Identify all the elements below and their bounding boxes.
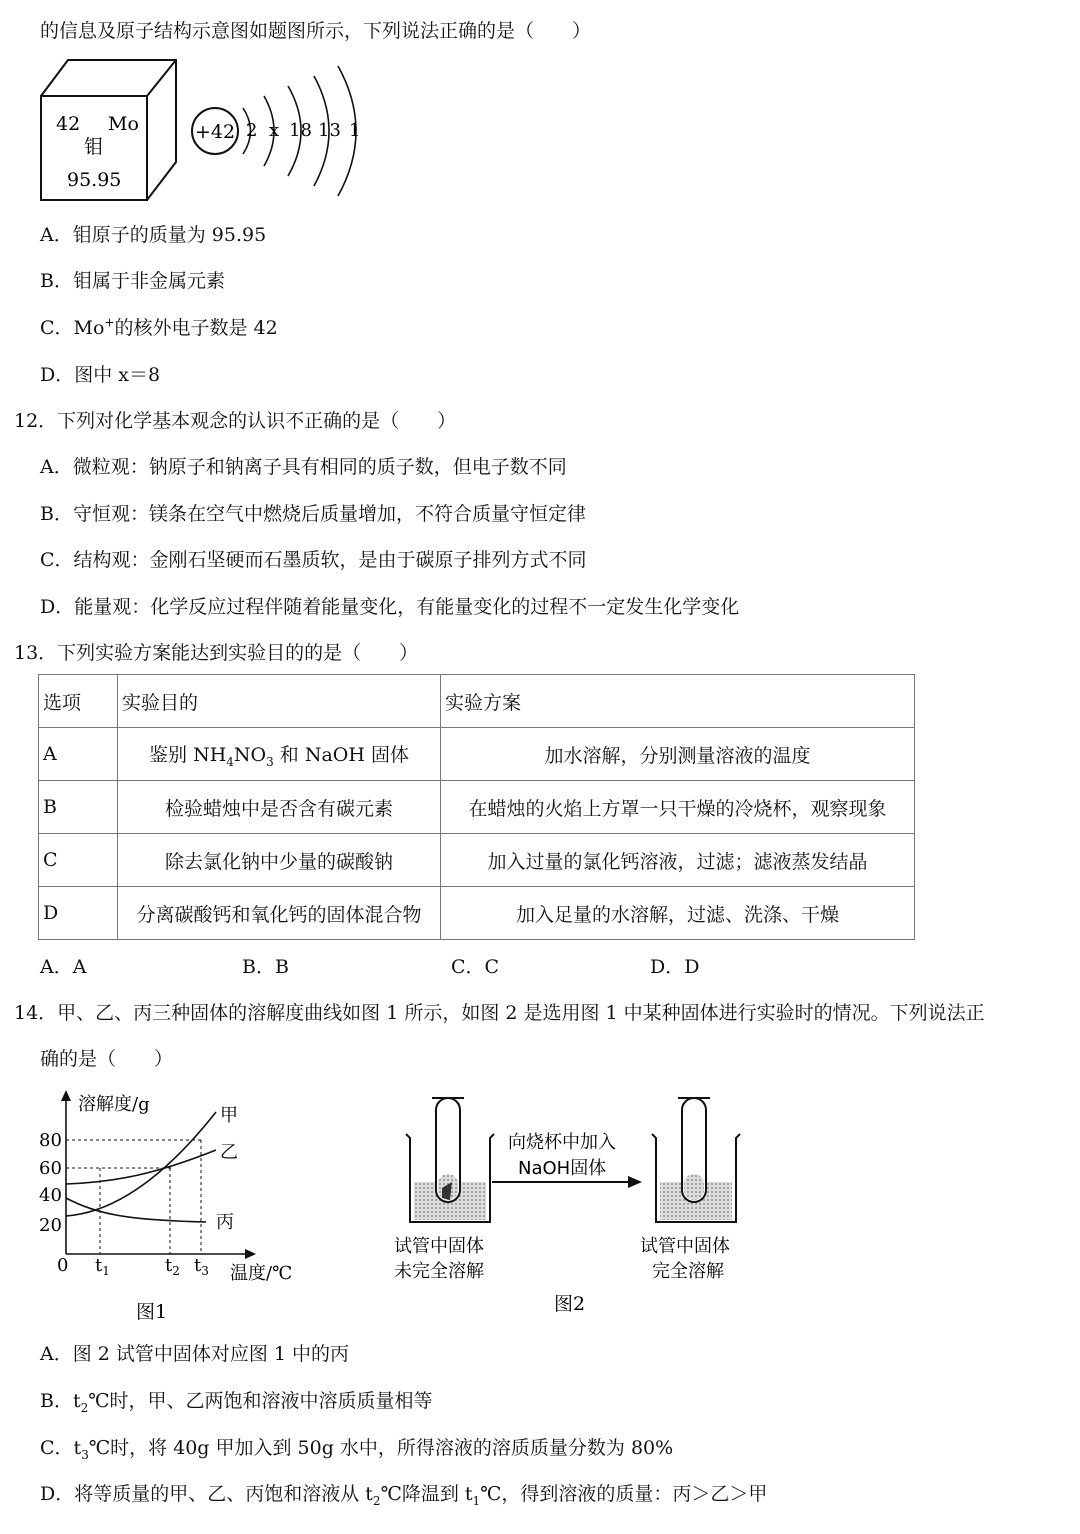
q13-answer-a: A．A [40,956,87,978]
q14-option-c-post: ℃时，将 40g 甲加入到 50g 水中，所得溶液的溶质质量分数为 80% [88,1437,674,1459]
row-purpose-sub2: 3 [266,754,274,769]
q14-option-d-sub1: 2 [372,1493,381,1508]
table-header-row [39,675,915,728]
y-axis-label: 溶解度/g [78,1094,150,1115]
row-purpose: 分离碳酸钙和氧化钙的固体混合物 [118,887,441,940]
q12-option-b: B．守恒观：镁条在空气中燃烧后质量增加，不符合质量守恒定律 [40,503,586,525]
q11-option-c-prefix: C．Mo [40,317,105,339]
experiment-figure [390,1090,770,1320]
curve-label-bing: 丙 [216,1212,234,1233]
q14-option-a: A．图 2 试管中固体对应图 1 中的丙 [40,1343,350,1365]
table-row [39,887,915,940]
element-mass: 95.95 [67,169,122,191]
row-purpose-pre: 鉴别 NH [149,743,227,766]
right-beaker [652,1098,740,1222]
q14-option-b-pre: B．t [40,1390,81,1412]
experiment-table [38,674,915,940]
q11-option-b: B．钼属于非金属元素 [40,270,225,292]
element-symbol: Mo [108,113,139,135]
fig2-caption: 图2 [554,1293,586,1315]
row-purpose-sub1: 4 [226,754,234,769]
q13-answer-d: D．D [650,956,700,978]
row-plan: 加入足量的水溶解，过滤、洗涤、干燥 [441,887,915,940]
q14-option-b-post: ℃时，甲、乙两饱和溶液中溶质质量相等 [88,1390,433,1412]
q12-option-a: A．微粒观：钠原子和钠离子具有相同的质子数，但电子数不同 [40,456,567,478]
q13-answer-c: C．C [451,956,500,978]
x-tick-t2: $t_2$ [165,1255,180,1278]
row-plan: 加入过量的氯化钙溶液，过滤；滤液蒸发结晶 [441,834,915,887]
row-purpose: 检验蜡烛中是否含有碳元素 [118,781,441,834]
q11-option-c [40,313,278,340]
row-plan: 在蜡烛的火焰上方罩一只干燥的冷烧杯，观察现象 [441,781,915,834]
x-axis-label: 温度/℃ [230,1263,293,1284]
q11-figure [38,56,378,206]
row-option: C [39,834,118,887]
shell-count-5: 1 [349,120,361,141]
q14-option-c [40,1433,673,1462]
curve-label-jia: 甲 [220,1105,238,1126]
y-tick-60: 60 [39,1158,62,1179]
header-option: 选项 [39,675,118,728]
x-axis-arrow [245,1249,256,1259]
row-purpose: 除去氯化钠中少量的碳酸钠 [118,834,441,887]
right-caption-line1: 试管中固体 [640,1236,730,1257]
solubility-chart [36,1088,316,1324]
left-beaker [406,1098,494,1222]
x-tick-t1: $t_1$ [95,1255,110,1278]
q14-option-d-pre: D．将等质量的甲、乙、丙饱和溶液从 t [40,1483,373,1505]
y-tick-40: 40 [39,1185,62,1206]
row-purpose [118,728,441,781]
q14-option-d-post: ℃，得到溶液的质量：丙＞乙＞甲 [480,1483,768,1505]
curve-yi [66,1150,216,1184]
table-row [39,728,915,781]
q14-option-c-sub: 3 [81,1447,89,1462]
q12-option-c: C．结构观：金刚石坚硬而石墨质软，是由于碳原子排列方式不同 [40,549,587,571]
row-purpose-mid: NO [233,743,267,766]
q13-stem: 13．下列实验方案能达到实验目的的是（ ） [14,642,419,664]
q11-option-c-sup: + [104,315,115,330]
y-axis-arrow [61,1090,71,1101]
q11-stem: 的信息及原子结构示意图如题图所示，下列说法正确的是（ ） [40,20,592,42]
q14-option-c-pre: C．t [40,1437,82,1459]
fig1-caption: 图1 [136,1301,168,1323]
table-row [39,834,915,887]
q14-option-d-sub2: 1 [472,1493,481,1508]
row-option: D [39,887,118,940]
arrow-label-bottom: NaOH固体 [518,1158,607,1179]
q14-option-d-mid: ℃降温到 t [380,1483,473,1505]
row-plan: 加水溶解，分别测量溶液的温度 [441,728,915,781]
left-caption-line2: 未完全溶解 [394,1261,484,1282]
q14-stem-line2: 确的是（ ） [40,1048,174,1070]
element-name: 钼 [84,136,104,158]
origin-label: 0 [57,1255,69,1276]
element-number: 42 [56,113,81,135]
header-plan: 实验方案 [441,675,915,728]
y-tick-80: 80 [39,1130,62,1151]
row-option: A [39,728,118,781]
arrow-head [628,1176,642,1188]
curve-label-yi: 乙 [220,1142,238,1163]
q12-stem: 12．下列对化学基本观念的认识不正确的是（ ） [14,410,457,432]
x-tick-t3: $t_3$ [194,1255,209,1278]
atom-diagram [192,66,360,196]
nucleus-charge: +42 [194,121,236,143]
q13-answer-b: B．B [242,956,289,978]
q14-stem-line1: 14．甲、乙、丙三种固体的溶解度曲线如图 1 所示，如图 2 是选用图 1 中某种固体进行实验时的情况。下列说法正 [14,1002,985,1024]
curve-bing [66,1198,206,1222]
q14-option-d [40,1479,767,1508]
shell-count-2: x [269,120,280,141]
q14-option-b [40,1386,433,1415]
right-caption-line2: 完全溶解 [652,1261,724,1282]
shell-count-4: 13 [318,120,341,141]
q12-option-d: D．能量观：化学反应过程伴随着能量变化，有能量变化的过程不一定发生化学变化 [40,596,740,618]
header-purpose: 实验目的 [118,675,441,728]
arrow-label-top: 向烧杯中加入 [508,1132,616,1153]
table-row [39,781,915,834]
row-option: B [39,781,118,834]
q11-option-a: A．钼原子的质量为 95.95 [40,224,267,246]
shell-count-3: 18 [289,120,312,141]
left-caption-line1: 试管中固体 [394,1236,484,1257]
shell-count-1: 2 [246,120,258,141]
q11-option-c-suffix: 的核外电子数是 42 [114,317,278,339]
row-purpose-post: 和 NaOH 固体 [273,743,409,766]
q11-option-d: D．图中 x＝8 [40,364,161,386]
y-tick-20: 20 [39,1215,62,1236]
curve-jia [66,1112,216,1216]
q14-option-b-sub: 2 [80,1400,89,1415]
